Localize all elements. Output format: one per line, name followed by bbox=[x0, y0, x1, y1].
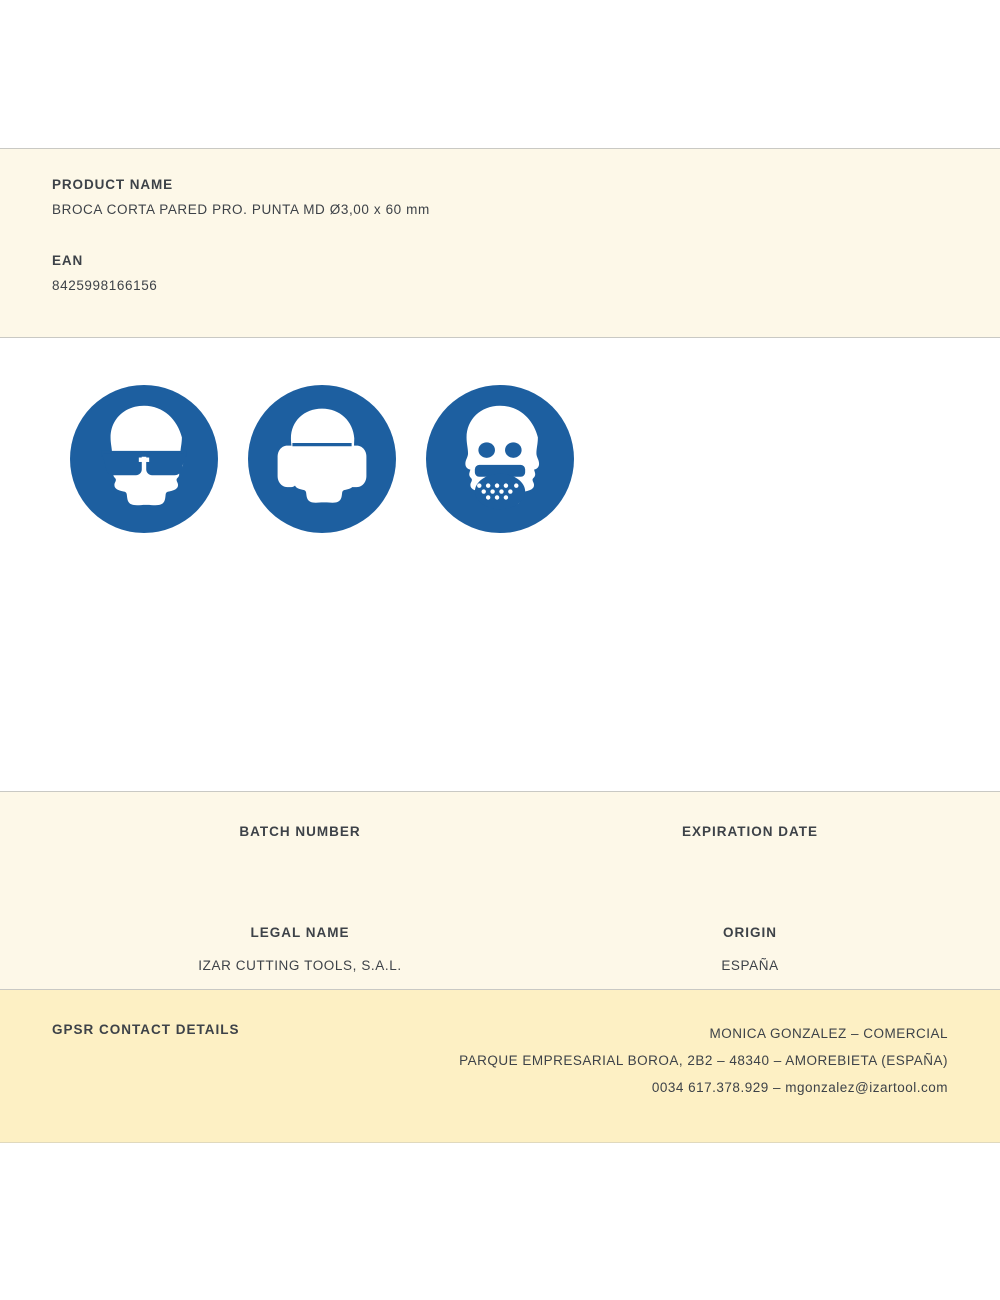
gpsr-contact-band bbox=[0, 990, 1000, 1143]
expiration-date-label: EXPIRATION DATE bbox=[681, 824, 818, 839]
origin-cell bbox=[600, 925, 1000, 974]
product-name-label: PRODUCT NAME bbox=[52, 177, 174, 192]
manufacturer-details-band bbox=[0, 791, 1000, 990]
gpsr-contact-lines bbox=[459, 1020, 948, 1142]
batch-number-label: BATCH NUMBER bbox=[239, 824, 361, 839]
gpsr-contact-address: PARQUE EMPRESARIAL BOROA, 2B2 – 48340 – AMOREBIETA (ESPAÑA) bbox=[459, 1053, 948, 1068]
ean-value: 8425998166156 bbox=[52, 278, 158, 293]
legal-name-label: LEGAL NAME bbox=[250, 925, 350, 940]
expiration-date-value bbox=[600, 857, 900, 873]
batch-number-cell bbox=[0, 824, 600, 873]
pictogram-row bbox=[70, 385, 1000, 533]
legal-name-cell bbox=[0, 925, 600, 974]
table-row bbox=[0, 792, 1000, 873]
ean-label: EAN bbox=[52, 253, 84, 268]
gpsr-contact-person: MONICA GONZALEZ – COMERCIAL bbox=[709, 1026, 948, 1041]
wear-eye-protection-icon bbox=[70, 385, 218, 533]
pictogram-zone bbox=[0, 339, 1000, 791]
wear-respiratory-protection-icon bbox=[426, 385, 574, 533]
table-row bbox=[0, 873, 1000, 974]
batch-number-value bbox=[0, 857, 600, 873]
legal-name-value: IZAR CUTTING TOOLS, S.A.L. bbox=[198, 958, 402, 973]
product-info-band bbox=[0, 148, 1000, 338]
gpsr-contact-phone-email: 0034 617.378.929 – mgonzalez@izartool.com bbox=[651, 1080, 948, 1095]
expiration-date-cell bbox=[600, 824, 1000, 873]
product-name-value: BROCA CORTA PARED PRO. PUNTA MD Ø3,00 x 60 mm bbox=[52, 202, 430, 217]
origin-label: ORIGIN bbox=[722, 925, 777, 940]
origin-value: ESPAÑA bbox=[721, 958, 779, 973]
gpsr-contact-label: GPSR CONTACT DETAILS bbox=[52, 1022, 240, 1037]
wear-ear-protection-icon bbox=[248, 385, 396, 533]
